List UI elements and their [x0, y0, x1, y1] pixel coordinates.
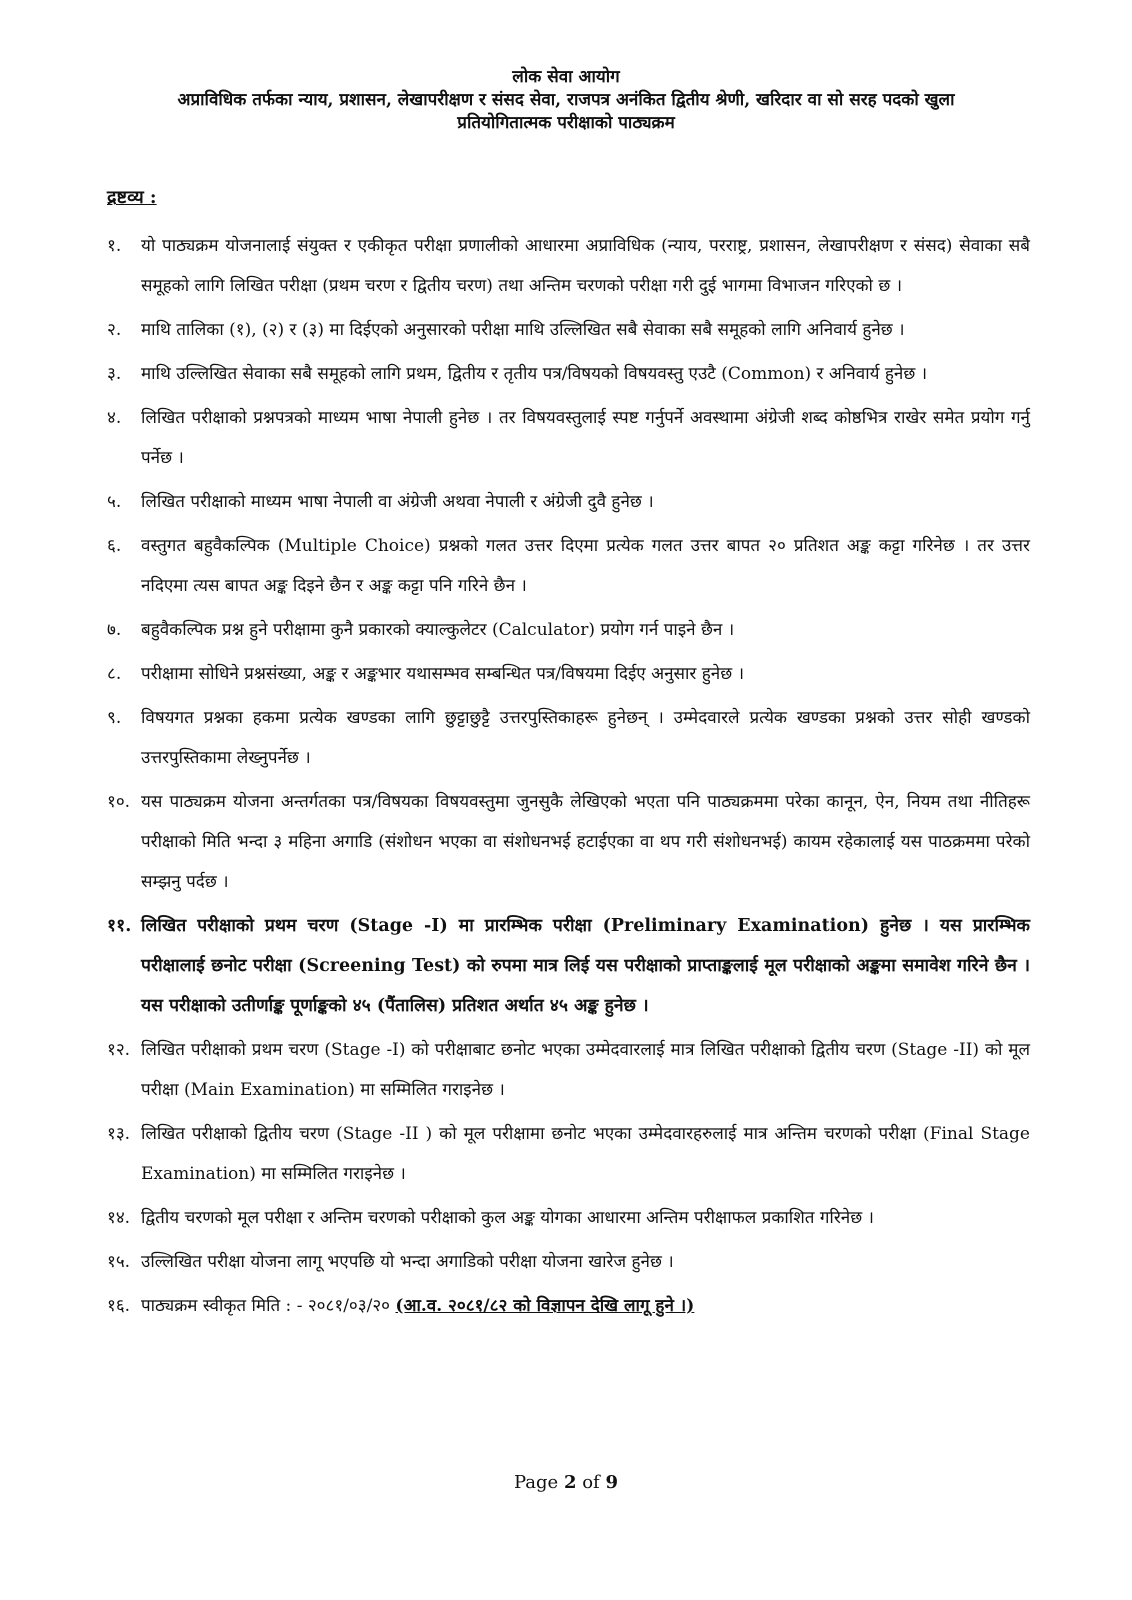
note-heading: द्रष्टव्य : — [107, 187, 157, 208]
item-number: ७. — [107, 620, 122, 640]
item-number: १३. — [107, 1124, 131, 1144]
item-text: विषयगत प्रश्नका हकमा प्रत्येक खण्डका लागि छुट्टाछुट्टै उत्तरपुस्तिकाहरू हुनेछन् । उम्मेदवारले प्रत्येक खण्डका प्रश्नको उत्तर सोही खण्डको उत्तरपुस्तिकामा लेख्नुपर्नेछ । — [141, 708, 1030, 768]
item-text: माथि उल्लिखित सेवाका सबै समूहको लागि प्रथम, द्वितीय र तृतीय पत्र/विषयको विषयवस्तु एउटै (Common) र अनिवार्य हुनेछ । — [141, 364, 928, 384]
item-text: यस पाठ्यक्रम योजना अन्तर्गतका पत्र/विषयका विषयवस्तुमा जुनसुकै लेखिएको भएता पनि पाठ्यक्रममा परेका कानून, ऐन, नियम तथा नीतिहरू परीक्षाको मिति भन्दा ३ महिना अगाडि (संशोधन भएका वा संशोधनभई हटाईएका वा थप गरी संशोधनभई) कायम रहेकालाई यस पाठक्रममा परेको सम्झनु पर्दछ । — [141, 792, 1030, 892]
list-item — [105, 482, 1030, 522]
document-header — [100, 66, 1032, 135]
page-current: 2 — [563, 1472, 577, 1493]
header-line-2: अप्राविधिक तर्फका न्याय, प्रशासन, लेखापरीक्षण र संसद सेवा, राजपत्र अनंकित द्वितीय श्रेणी, खरिदार वा सो सरह पदको खुला — [177, 90, 955, 110]
list-item — [105, 1030, 1030, 1110]
item-text: बहुवैकल्पिक प्रश्न हुने परीक्षामा कुनै प्रकारको क्याल्कुलेटर (Calculator) प्रयोग गर्न पाइने छैन । — [141, 620, 735, 640]
list-item — [105, 1114, 1030, 1194]
list-item — [105, 354, 1030, 394]
page-label: Page — [514, 1472, 559, 1493]
item-number: ८. — [107, 664, 122, 684]
list-item — [105, 610, 1030, 650]
approval-date-text: पाठ्यक्रम स्वीकृत मिति : - २०८१/०३/२० — [141, 1296, 391, 1316]
item-text: लिखित परीक्षाको प्रथम चरण (Stage -I) को परीक्षाबाट छनोट भएका उम्मेदवारलाई मात्र लिखित परीक्षाको द्वितीय चरण (Stage -II) को मूल परीक्षा (Main Examination) मा सम्मिलित गराइनेछ । — [141, 1040, 1030, 1100]
list-item — [105, 310, 1030, 350]
list-item — [105, 782, 1030, 902]
item-number: ५. — [107, 492, 122, 512]
item-number: १२. — [107, 1040, 131, 1060]
list-item-approval-date — [105, 1286, 1030, 1326]
item-text: परीक्षामा सोधिने प्रश्नसंख्या, अङ्क र अङ्कभार यथासम्भव सम्बन्धित पत्र/विषयमा दिईए अनुसार हुनेछ । — [141, 664, 745, 684]
list-item — [105, 526, 1030, 606]
item-number: १६. — [107, 1296, 131, 1316]
item-text: द्वितीय चरणको मूल परीक्षा र अन्तिम चरणको परीक्षाको कुल अङ्क योगका आधारमा अन्तिम परीक्षाफल प्रकाशित गरिनेछ । — [141, 1208, 874, 1228]
page-of-label: of — [582, 1472, 600, 1493]
item-text: यो पाठ्यक्रम योजनालाई संयुक्त र एकीकृत परीक्षा प्रणालीको आधारमा अप्राविधिक (न्याय, परराष्ट्र, प्रशासन, लेखापरीक्षण र संसद) सेवाका सबै समूहको लागि लिखित परीक्षा (प्रथम चरण र द्वितीय चरण) तथा अन्तिम चरणको परीक्षा गरी दुई भागमा विभाजन गरिएको छ । — [141, 236, 1030, 296]
item-number: २. — [107, 320, 122, 340]
list-item — [105, 226, 1030, 306]
item-number: १४. — [107, 1208, 131, 1228]
header-line-1: लोक सेवा आयोग — [512, 67, 620, 87]
notes-list — [105, 226, 1030, 1330]
item-text: लिखित परीक्षाको प्रश्नपत्रको माध्यम भाषा नेपाली हुनेछ । तर विषयवस्तुलाई स्पष्ट गर्नुपर्ने अवस्थामा अंग्रेजी शब्द कोष्ठभित्र राखेर समेत प्रयोग गर्नु पर्नेछ । — [141, 408, 1030, 468]
item-number: १. — [107, 236, 122, 256]
list-item — [105, 1198, 1030, 1238]
header-line-3: प्रतियोगितात्मक परीक्षाको पाठ्यक्रम — [457, 113, 675, 133]
item-text: लिखित परीक्षाको माध्यम भाषा नेपाली वा अंग्रेजी अथवा नेपाली र अंग्रेजी दुवै हुनेछ । — [141, 492, 654, 512]
item-text: उल्लिखित परीक्षा योजना लागू भएपछि यो भन्दा अगाडिको परीक्षा योजना खारेज हुनेछ । — [141, 1252, 674, 1272]
list-item — [105, 398, 1030, 478]
item-text: वस्तुगत बहुवैकल्पिक (Multiple Choice) प्रश्नको गलत उत्तर दिएमा प्रत्येक गलत उत्तर बापत २० प्रतिशत अङ्क कट्टा गरिनेछ । तर उत्तर नदिएमा त्यस बापत अङ्क दिइने छैन र अङ्क कट्टा पनि गरिने छैन । — [141, 536, 1030, 596]
item-text: लिखित परीक्षाको द्वितीय चरण (Stage -II ) को मूल परीक्षामा छनोट भएका उम्मेदवारहरुलाई मात्र अन्तिम चरणको परीक्षा (Final Stage Examination) मा सम्मिलित गराइनेछ । — [141, 1124, 1030, 1184]
page-total: 9 — [605, 1472, 618, 1493]
item-number: ११. — [107, 916, 132, 936]
list-item — [105, 698, 1030, 778]
list-item-highlighted — [105, 906, 1030, 1026]
item-text: लिखित परीक्षाको प्रथम चरण (Stage -I) मा प्रारम्भिक परीक्षा (Preliminary Examination) हुनेछ । यस प्रारम्भिक परीक्षालाई छनोट परीक्षा (Screening Test) को रुपमा मात्र लिई यस परीक्षाको प्राप्ताङ्कलाई मूल परीक्षाको अङ्कमा समावेश गरिने छैन । यस परीक्षाको उतीर्णाङ्क पूर्णाङ्कको ४५ (पैंतालिस) प्रतिशत अर्थात ४५ अङ्क हुनेछ । — [141, 916, 1030, 1016]
item-number: ६. — [107, 536, 122, 556]
effective-from-note: (आ.व. २०८१/८२ को विज्ञापन देखि लागू हुने ।) — [395, 1296, 695, 1316]
item-number: ९. — [107, 708, 122, 728]
list-item — [105, 654, 1030, 694]
item-number: ४. — [107, 408, 122, 428]
item-number: १५. — [107, 1252, 131, 1272]
item-number: १०. — [107, 792, 131, 812]
item-text: माथि तालिका (१), (२) र (३) मा दिईएको अनुसारको परीक्षा माथि उल्लिखित सबै सेवाका सबै समूहको लागि अनिवार्य हुनेछ । — [141, 320, 905, 340]
list-item — [105, 1242, 1030, 1282]
page-footer — [0, 1472, 1132, 1493]
item-number: ३. — [107, 364, 122, 384]
